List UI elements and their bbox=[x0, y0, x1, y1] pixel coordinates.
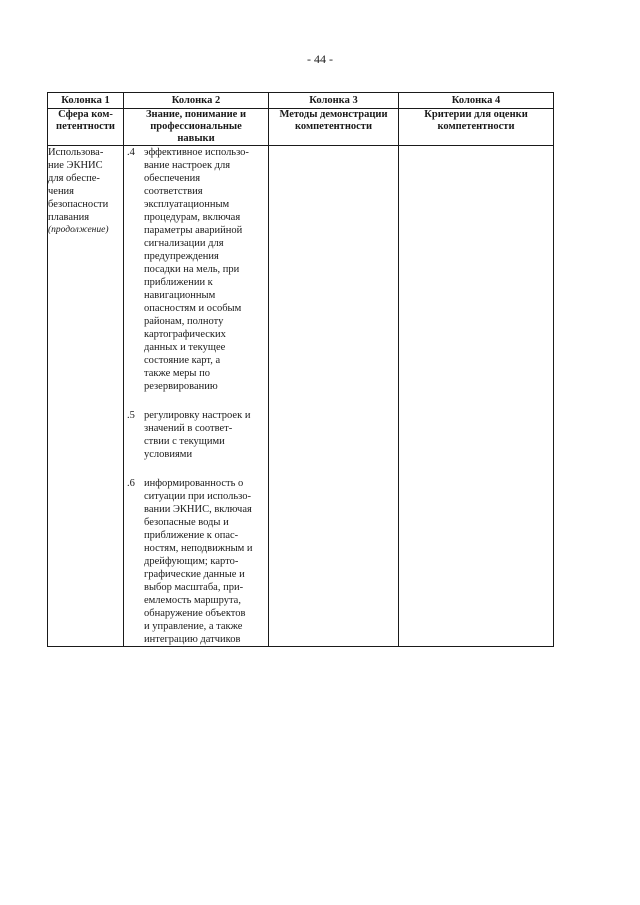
column-header-2: Колонка 2 bbox=[124, 93, 269, 109]
page-number: - 44 - bbox=[307, 52, 333, 66]
column-header-3: Колонка 3 bbox=[269, 93, 399, 109]
item-number: .5 bbox=[127, 410, 135, 421]
criteria-cell bbox=[399, 146, 554, 647]
list-item bbox=[124, 146, 268, 393]
item-number: .6 bbox=[127, 478, 135, 489]
sub-header-row bbox=[48, 109, 554, 146]
competence-area-text: Использова- ние ЭКНИС для обеспе- чения безопасности плавания bbox=[48, 147, 109, 223]
competence-area-cell bbox=[48, 146, 124, 647]
sub-header-methods: Методы демонстрации компетентности bbox=[269, 109, 399, 146]
methods-cell bbox=[269, 146, 399, 647]
item-text: регулировку настроек и значений в соответ- ствии с текущими условиями bbox=[144, 410, 251, 460]
continuation-note: (продолжение) bbox=[48, 225, 109, 235]
table-row bbox=[48, 146, 554, 647]
sub-header-knowledge: Знание, понимание и профессиональные навыки bbox=[124, 109, 269, 146]
list-item bbox=[124, 409, 268, 461]
list-item bbox=[124, 477, 268, 646]
sub-header-criteria: Критерии для оценки компетентности bbox=[399, 109, 554, 146]
competence-table bbox=[47, 92, 554, 647]
column-header-4: Колонка 4 bbox=[399, 93, 554, 109]
item-text: эффективное использо- вание настроек для обеспечения соответствия эксплуатационным процедурам, включая параметры аварийной сигнализации для предупреждения посадки на мель, при приближении к навигационным опасностям и особым районам, полноту картографических данных и текущее состояние карт, а также меры по резервированию bbox=[144, 147, 249, 392]
sub-header-competence-area: Сфера ком- петентности bbox=[48, 109, 124, 146]
column-header-row bbox=[48, 93, 554, 109]
item-text: информированность о ситуации при использо- вании ЭКНИС, включая безопасные воды и приближение к опас- ностям, неподвижным и дрейфующим; карто- графические данные и выбор масштаба, при- емлемость маршрута, обнаружение объектов и управление, а также интеграцию датчиков bbox=[144, 478, 253, 645]
column-header-1: Колонка 1 bbox=[48, 93, 124, 109]
item-number: .4 bbox=[127, 147, 135, 158]
knowledge-cell bbox=[124, 146, 269, 647]
